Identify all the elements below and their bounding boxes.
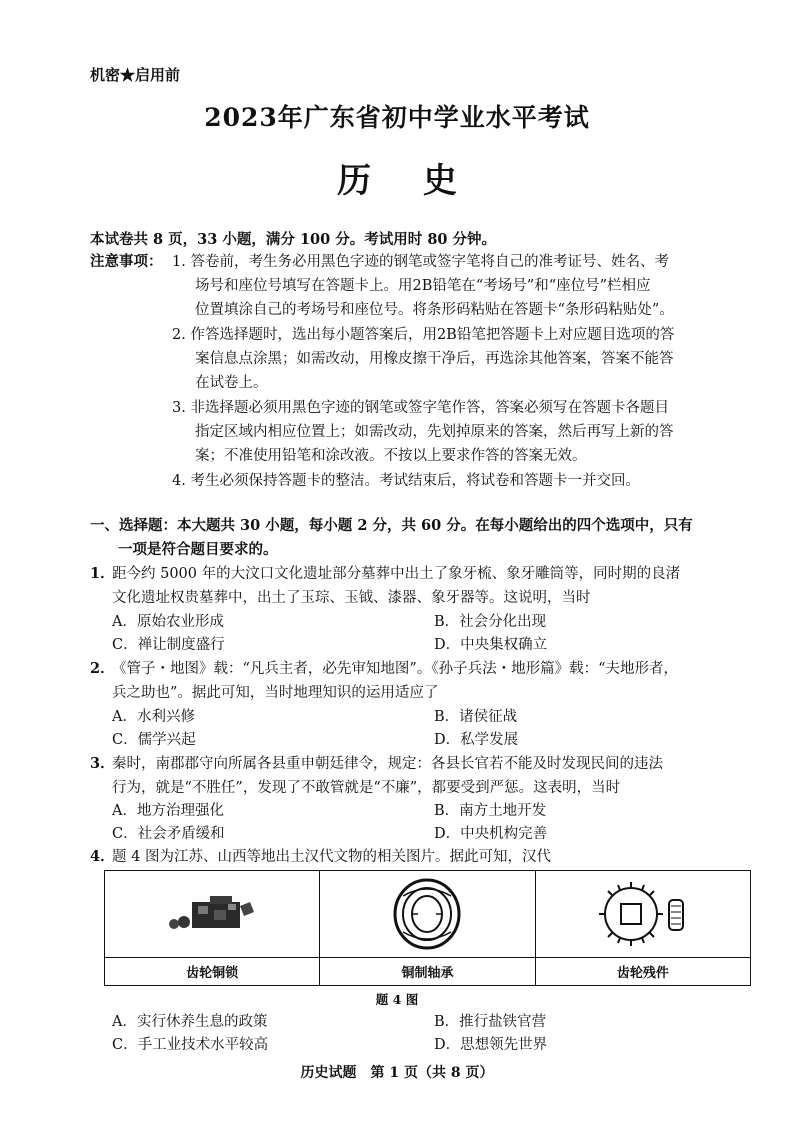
figure-caption: 齿轮铜锁 xyxy=(186,966,239,981)
question-stem: 题 4 图为江苏、山西等地出土汉代文物的相关图片。据此可知，汉代 xyxy=(112,849,551,865)
option-d: D．私学发展 xyxy=(434,732,519,748)
bearing-image xyxy=(320,871,534,958)
option-a: A．实行休养生息的政策 xyxy=(112,1014,268,1030)
note-line: 案信息点涂黑；如需改动，用橡皮擦干净后，再选涂其他答案，答案不能答 xyxy=(195,351,674,367)
figure-caption: 齿轮残件 xyxy=(616,966,669,981)
note-line: 案；不准使用铅笔和涂改液。不按以上要求作答的答案无效。 xyxy=(195,448,587,464)
question-stem: 《管子・地图》载：“凡兵主者，必先审知地图”。《孙子兵法・地形篇》载：“夫地形者， xyxy=(112,661,678,677)
option-b: B．南方土地开发 xyxy=(434,803,547,819)
option-b: B．社会分化出现 xyxy=(434,614,547,630)
notes-label: 注意事项： xyxy=(90,253,163,270)
question-number: 4． xyxy=(90,848,115,865)
option-a: A．水利兴修 xyxy=(112,709,195,725)
note-line: 3. 非选择题必须用黑色字迹的钢笔或签字笔作答，答案必须写在答题卡各题目 xyxy=(172,400,669,416)
option-a: A．地方治理强化 xyxy=(112,803,224,819)
option-a: A．原始农业形成 xyxy=(112,614,224,630)
option-c: C．儒学兴起 xyxy=(112,732,196,748)
gear-fragment-image xyxy=(536,871,750,958)
note-line: 场号和座位号填写在答题卡上。用2B铅笔在“考场号”和“座位号”栏相应 xyxy=(195,278,651,294)
note-line: 在试卷上。 xyxy=(195,375,268,391)
page-footer: 历史试题 第 1 页（共 8 页） xyxy=(300,1065,494,1081)
gear-lock-image xyxy=(105,871,319,958)
question-number: 2． xyxy=(90,660,115,677)
question-stem: 秦时，南郡郡守向所属各县重申朝廷律令，规定：各县长官若不能及时发现民间的违法 xyxy=(112,756,663,772)
figure-cell xyxy=(536,871,750,985)
option-d: D．思想领先世界 xyxy=(434,1037,548,1053)
note-line: 指定区域内相应位置上；如需改动，先划掉原来的答案，然后再写上新的答 xyxy=(195,424,674,440)
figure-cell xyxy=(320,871,535,985)
question-stem: 兵之助也”。据此可知，当时地理知识的运用适应了 xyxy=(112,685,439,701)
option-b: B．推行盐铁官营 xyxy=(434,1014,547,1030)
option-d: D．中央集权确立 xyxy=(434,637,548,653)
option-c: C．手工业技术水平较高 xyxy=(112,1037,269,1053)
option-c: C．禅让制度盛行 xyxy=(112,637,225,653)
option-d: D．中央机构完善 xyxy=(434,826,548,842)
exam-intro: 本试卷共 8 页，33 小题，满分 100 分。考试用时 80 分钟。 xyxy=(90,231,497,248)
section-heading-cont: 一项是符合题目要求的。 xyxy=(118,541,278,558)
option-c: C．社会矛盾缓和 xyxy=(112,826,225,842)
note-line: 2. 作答选择题时，选出每小题答案后，用2B铅笔把答题卡上对应题目选项的答 xyxy=(172,327,675,343)
figure-caption: 铜制轴承 xyxy=(401,966,454,981)
note-line: 1. 答卷前，考生务必用黑色字迹的钢笔或签字笔将自己的准考证号、姓名、考 xyxy=(172,254,669,270)
question-number: 3． xyxy=(90,755,115,772)
figure-4-table xyxy=(104,870,751,986)
section-heading: 一、选择题：本大题共 30 小题，每小题 2 分，共 60 分。在每小题给出的四个选项中，只有 xyxy=(90,517,693,534)
exam-title: 2023年广东省初中学业水平考试 xyxy=(204,103,590,132)
option-b: B．诸侯征战 xyxy=(434,709,518,725)
confidential-mark: 机密★启用前 xyxy=(90,66,181,84)
question-stem: 文化遗址权贵墓葬中，出土了玉琮、玉钺、漆器、象牙器等。这说明，当时 xyxy=(112,590,591,606)
question-number: 1． xyxy=(90,565,115,582)
note-line: 4. 考生必须保持答题卡的整洁。考试结束后，将试卷和答题卡一并交回。 xyxy=(172,473,640,489)
figure-cell xyxy=(105,871,320,985)
figure-label: 题 4 图 xyxy=(375,992,419,1007)
note-line: 位置填涂自己的考场号和座位号。将条形码粘贴在答题卡“条形码粘贴处”。 xyxy=(195,302,674,318)
question-stem: 距今约 5000 年的大汶口文化遗址部分墓葬中出土了象牙梳、象牙雕筒等，同时期的良渚 xyxy=(112,566,681,582)
question-stem: 行为，就是“不胜任”，发现了不敢管就是“不廉”，都要受到严惩。这表明，当时 xyxy=(112,780,621,796)
subject-title: 历 史 xyxy=(337,161,477,201)
